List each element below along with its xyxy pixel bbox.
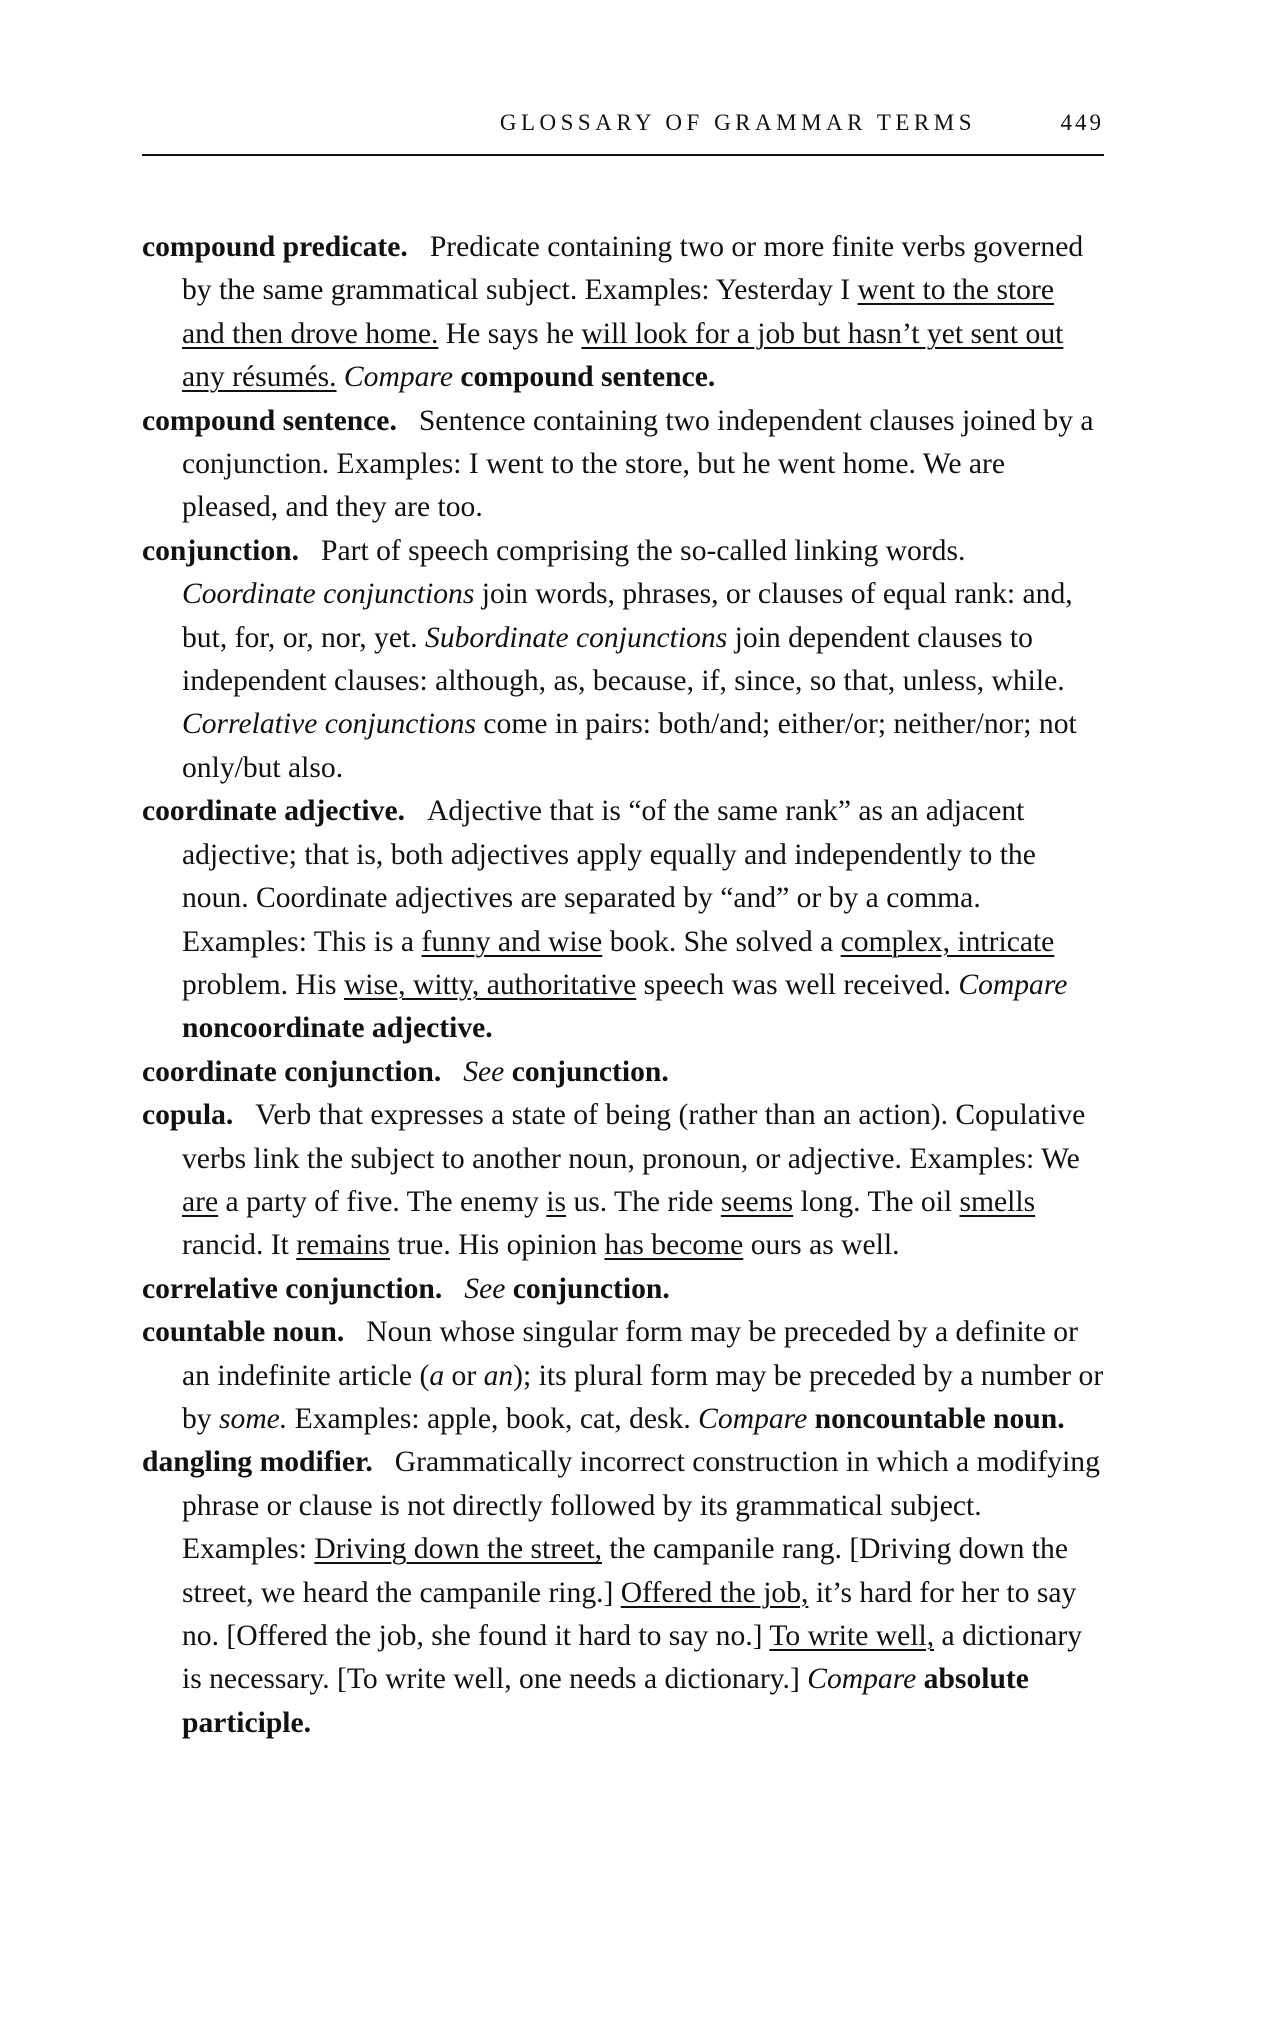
italic-text: Compare [698, 1402, 808, 1435]
italic-text: Subordinate conjunctions [425, 621, 728, 654]
entry-term: copula. [142, 1099, 234, 1132]
entry-term: conjunction. [142, 534, 300, 567]
italic-text: See [463, 1055, 505, 1088]
italic-text: a [429, 1359, 445, 1392]
definition-text: Sentence containing two independent clauses joined by a conjunction. Examples: I went to the store, but he went home. We are pleased, and they are too. [182, 404, 1094, 524]
definition-text [504, 1056, 511, 1088]
underlined-example: is [546, 1185, 567, 1218]
cross-reference-term: absolute participle. [182, 1663, 1029, 1739]
entry-term: countable noun. [142, 1316, 345, 1349]
italic-text: Compare [343, 361, 453, 394]
definition-text: Adjective that is “of the same rank” as an adjacent adjective; that is, both adjectives apply equally and independently to the noun. Coordinate adjectives are separated by “and” or by a comma. Examples: This is a [182, 795, 1036, 958]
underlined-example: are [182, 1185, 219, 1218]
running-head: GLOSSARY OF GRAMMAR TERMS [499, 110, 976, 135]
glossary-entry [142, 530, 1104, 790]
definition-text: us. The ride [566, 1185, 721, 1218]
italic-text: some. [219, 1402, 288, 1435]
cross-reference-term: noncoordinate adjective. [182, 1012, 493, 1045]
italic-text: an [483, 1359, 514, 1392]
definition-text: Predicate containing two or more finite verbs governed by the same grammatical subject. Examples: Yesterday I [182, 231, 1084, 307]
definition-text: or [444, 1359, 484, 1392]
definition-text: ); its plural form may be preceded by a number or by [182, 1359, 1104, 1435]
definition-text: come in pairs: both/and; either/or; neither/nor; not only/but also. [182, 708, 1077, 784]
definition-text [916, 1663, 923, 1695]
definition-text: it’s hard for her to say no. [Offered the job, she found it hard to say no.] [182, 1576, 1077, 1652]
entry-term: dangling modifier. [142, 1446, 373, 1479]
definition-text: Examples: apple, book, cat, desk. [287, 1402, 699, 1435]
underlined-example: went to the store and then drove home. [182, 274, 1054, 350]
underlined-example: Driving down the street, [314, 1533, 602, 1566]
definition-text: book. She solved a [602, 925, 841, 958]
glossary-entry [142, 400, 1104, 530]
italic-text: Compare [958, 968, 1068, 1001]
definition-text: join dependent clauses to independent clauses: although, as, because, if, since, so that, unless, while. [182, 621, 1065, 698]
definition-text: long. The oil [793, 1185, 960, 1218]
glossary-entry [142, 1268, 1104, 1311]
definition-text [505, 1273, 512, 1305]
definition-text: problem. His [182, 968, 344, 1001]
definition-text: He says he [438, 317, 582, 350]
italic-text: Compare [807, 1663, 917, 1696]
entry-term: coordinate adjective. [142, 795, 405, 828]
glossary-entry [142, 790, 1104, 1050]
definition-text: the campanile rang. [Driving down the street, we heard the campanile ring.] [182, 1533, 1068, 1609]
underlined-example: funny and wise [421, 925, 603, 958]
underlined-example: has become [604, 1229, 744, 1262]
glossary-entry [142, 1311, 1104, 1441]
glossary-entry [142, 1094, 1104, 1268]
definition-text [807, 1403, 814, 1435]
definition-text: true. His opinion [389, 1229, 605, 1262]
glossary-entries [142, 226, 1104, 1745]
entry-term: compound sentence. [142, 404, 397, 437]
underlined-example: Offered the job, [620, 1576, 809, 1609]
definition-text: speech was well received. [636, 968, 959, 1001]
underlined-example: smells [959, 1185, 1036, 1218]
cross-reference-term: noncountable noun. [814, 1402, 1065, 1435]
cross-reference-term: conjunction. [511, 1055, 669, 1088]
definition-text: Noun whose singular form may be preceded by a definite or an indefinite article ( [182, 1316, 1078, 1392]
definition-text: join words, phrases, or clauses of equal rank: and, but, for, or, nor, yet. [182, 578, 1073, 654]
glossary-entry [142, 1441, 1104, 1745]
underlined-example: To write well, [769, 1620, 935, 1652]
definition-text: ours as well. [743, 1229, 900, 1262]
glossary-entry [142, 1051, 1104, 1094]
italic-text: Coordinate conjunctions [182, 578, 475, 611]
definition-text: Verb that expresses a state of being (rather than an action). Copulative verbs link the subject to another noun, pronoun, or adjective. Examples: We [182, 1099, 1086, 1175]
underlined-example: seems [720, 1185, 794, 1218]
italic-text: Correlative conjunctions [182, 708, 476, 741]
definition-text: Grammatically incorrect construction in which a modifying phrase or clause is not directly followed by its grammatical subject. Examples: [182, 1446, 1100, 1566]
definition-text [337, 361, 344, 393]
cross-reference-term: conjunction. [512, 1272, 670, 1305]
definition-text: a dictionary is necessary. [To write well, one needs a dictionary.] [182, 1620, 1083, 1696]
page-number: 449 [1060, 110, 1104, 135]
underlined-example: remains [296, 1229, 390, 1262]
cross-reference-term: compound sentence. [460, 361, 716, 394]
italic-text: See [464, 1272, 506, 1305]
entry-term: compound predicate. [142, 231, 408, 263]
glossary-entry [142, 226, 1104, 400]
definition-text: Part of speech comprising the so-called linking words. [321, 534, 966, 567]
definition-text: rancid. It [182, 1229, 297, 1262]
page-header [142, 110, 1104, 156]
definition-text: a party of five. The enemy [218, 1185, 547, 1218]
entry-term: correlative conjunction. [142, 1272, 443, 1305]
underlined-example: wise, witty, authoritative [343, 968, 637, 1001]
underlined-example: will look for a job but hasn’t yet sent out any résumés. [182, 317, 1064, 394]
underlined-example: complex, intricate [840, 925, 1055, 958]
entry-term: coordinate conjunction. [142, 1055, 442, 1088]
